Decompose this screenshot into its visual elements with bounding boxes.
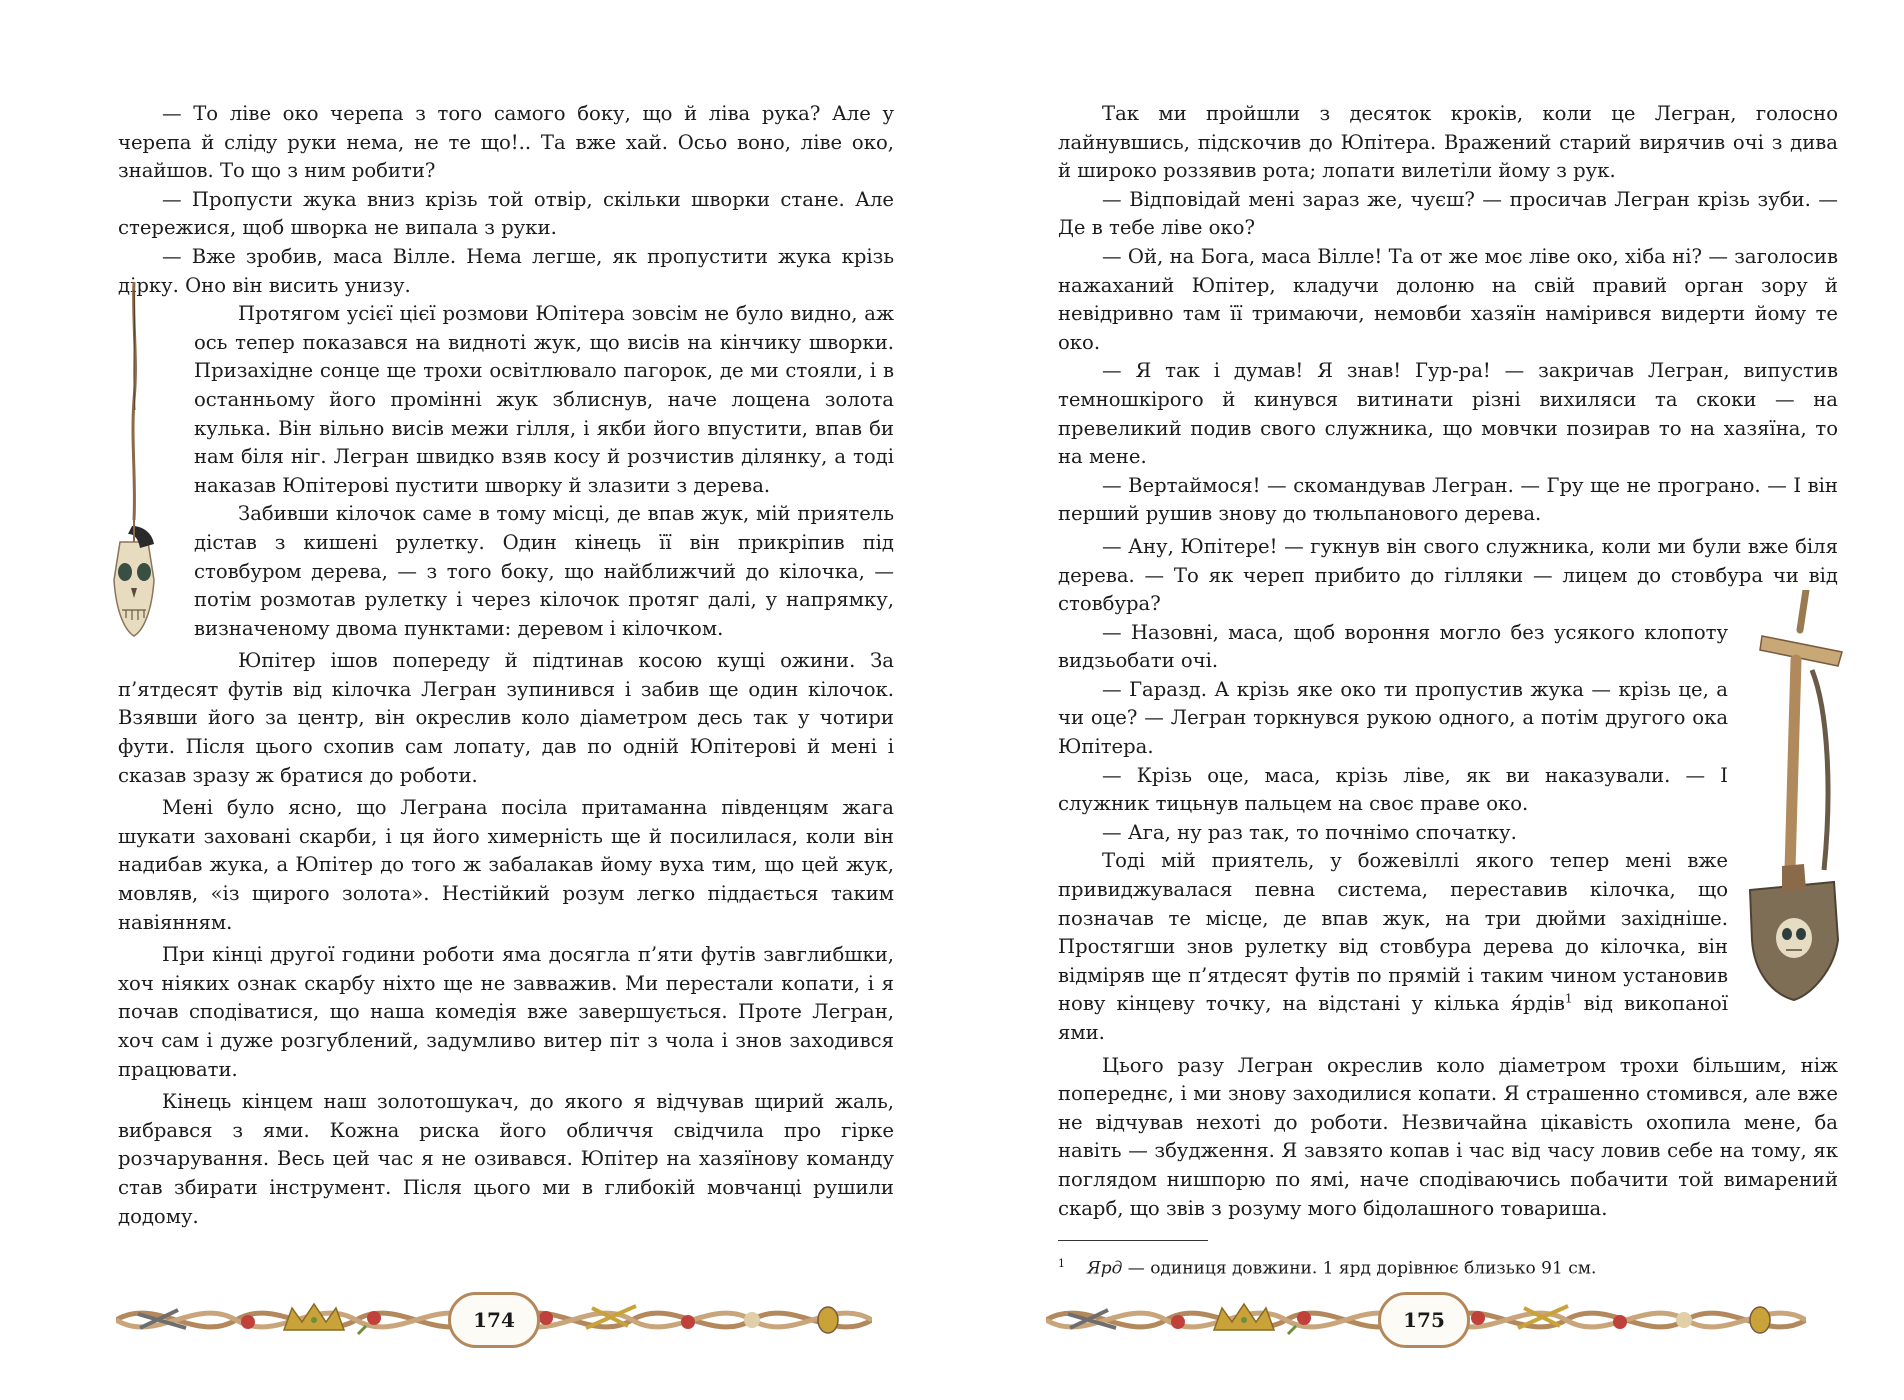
shovel-with-skull-icon — [1742, 590, 1852, 1002]
paragraph: Забивши кілочок саме в тому місці, де впав жук, мій приятель дістав з кишені рулетку. Один кінець її він прикріпив під стовбуром дерева, — з того боку, що найближчий до кілочка, — потім розмотав рулетку і через кілочок протяг далі, у напрямку, визначеному двома пунктами: деревом і кілочком. — [194, 502, 894, 640]
hanging-skull-on-rope-icon — [94, 280, 174, 642]
page-number: 175 — [1378, 1292, 1470, 1348]
right-page — [952, 0, 1904, 1400]
footnote-reference[interactable]: 1 — [1564, 991, 1573, 1006]
left-text-column — [118, 100, 894, 1231]
paragraph: — Гаразд. А крізь яке око ти пропустив жука — крізь це, а чи оце? — Легран торкнувся рукою одного, а потім другого ока Юпітера. — [1058, 677, 1728, 759]
paragraph: Кінець кінцем наш золотошукач, до якого я відчував щирий жаль, вибрався з ями. Кожна риска його обличчя свідчила про гірке розчарування. Весь цей час я не озивався. Юпітер на хазяїнову команду став збирати інструмент. Після цього ми в глибокій мовчанці рушили додому. — [118, 1090, 894, 1228]
decorative-border — [1046, 1292, 1806, 1348]
paragraph: Так ми пройшли з десяток кроків, коли це Легран, голосно лайнувшись, підскочив до Юпітера. Вражений старий вирячив очі з дива й широко роззявив рота; лопати вилетіли йому з рук. — [1058, 102, 1838, 183]
footnote — [1058, 1253, 1838, 1280]
paragraph: — Відповідай мені зараз же, чуєш? — просичав Легран крізь зуби. —Де в тебе ліве око? — [1058, 187, 1838, 240]
paragraph: — Крізь оце, маса, крізь ліве, як ви наказували. — І служник тицьнув пальцем на своє праве око. — [1058, 763, 1728, 816]
footnote-term: Ярд — [1087, 1258, 1123, 1279]
paragraph: — Вертаймося! — скомандував Легран. — Гру ще не програно. — І він перший рушив знову до тюльпанового дерева. — [1058, 473, 1838, 526]
paragraph: Тоді мій приятель, у божевіллі якого тепер мені вже привиджувалася певна система, переставив кілочка, що позначав те місце, де впав жук, на три дюйми західніше. Простягши знов рулетку від стовбура дерева до кілочка, він відміряв ще п’ятдесят футів по прямій і таким чином установив нову кінцеву точку, на відстані у кілька я́рдів$^1$ від викопаної ями. — [1058, 849, 1728, 1044]
paragraph: — Пропусти жука вниз крізь той отвір, скільки шворки стане. Але стережися, щоб шворка не випала з руки. — [118, 187, 894, 240]
paragraph: — Ага, ну раз так, то почнімо спочатку. — [1102, 820, 1517, 844]
paragraph: — Ану, Юпітере! — гукнув він свого служника, коли ми були вже біля дерева. — То як череп прибито до гілляки — лицем до стовбура чи від стовбура? — [1058, 534, 1838, 616]
paragraph: — Я так і думав! Я знав! Гур-ра! — закричав Легран, випустив темношкірого й кинувся витинати різні вихиляси та скоки — на превеликий подив свого служника, що мовчки позирав то на хазяїна, то на мене. — [1058, 359, 1838, 469]
paragraph: — То ліве око черепа з того самого боку, що й ліва рука? Але у черепа й сліду руки нема, не те що!.. Та вже хай. Осьо воно, ліве око, знайшов. То що з ним робити? — [118, 102, 894, 183]
paragraph: При кінці другої години роботи яма досягла п’яти футів завглибшки, хоч ніяких ознак скарбу ніхто ще не завважив. Ми перестали копати, і я почав сподіватися, що наша комедія вже завершується. Проте Легран, хоч сам і дуже розгублений, задумливо витер піт з чола і знов заходився працювати. — [118, 943, 894, 1081]
footnote-text: — одиниця довжини. 1 ярд дорівнює близько 91 см. — [1122, 1258, 1597, 1279]
footnote-divider — [1058, 1240, 1208, 1241]
decorative-border — [116, 1292, 872, 1348]
paragraph: — Назовні, маса, щоб вороння могло без усякого клопоту видзьобати очі. — [1058, 620, 1728, 673]
paragraph: Протягом усієї цієї розмови Юпітера зовсім не було видно, аж ось тепер показався на видноті жук, що висів на кінчику шворки. Призахідне сонце ще трохи освітлювало пагорок, де ми стояли, і в останньому його промінні жук зблиснув, наче лощена золота кулька. Він вільно висів межи гілля, і якби його впустити, впав би нам біля ніг. Легран швидко взяв косу й розчистив ділянку, а тоді наказав Юпітерові пустити шворку й злазити з дерева. — [194, 302, 894, 497]
paragraph: Цього разу Легран окреслив коло діаметром трохи більшим, ніж попереднє, і ми знову заходилися копати. Я страшенно стомився, але вже не відчував нехоті до роботи. Незвичайна цікавість охопила мене, ба навіть — збудження. Я завзято копав і час від часу ловив себе на тому, як поглядом нишпорю по ямі, наче сподіваючись побачити той вимарений скарб, що звів з розуму мого бідолашного товариша. — [1058, 1053, 1838, 1220]
right-text-column — [1058, 100, 1838, 1223]
footnote-mark: 1 — [1058, 1257, 1065, 1270]
paragraph: Юпітер ішов попереду й підтинав косою кущі ожини. За п’ятдесят футів від кілочка Легран зупинився і забив ще один кілочок. Взявши його за центр, він окреслив коло діаметром десь так у чотири фути. Після цього схопив сам лопату, дав по одній Юпітерові й мені і сказав зразу ж братися до роботи. — [118, 649, 894, 787]
paragraph: — Вже зробив, маса Вілле. Нема легше, як пропустити жука крізь дірку. Оно він висить унизу. — [118, 244, 894, 297]
paragraph: — Ой, на Бога, маса Вілле! Та от же моє ліве око, хіба ні? — заголосив нажаханий Юпітер, кладучи долоню на свій правий орган зору й невідривно там її тримаючи, немовби хазяїн намірився видерти йому те око. — [1058, 244, 1838, 354]
page-number: 174 — [448, 1292, 540, 1348]
paragraph: Мені було ясно, що Леграна посіла притаманна південцям жага шукати заховані скарби, і ця його химерність ще й посилилася, коли він надибав жука, а Юпітер до того ж забалакав йому вуха тим, що цей жук, мовляв, «із щирого золота». Нестійкий розум легко піддається таким навіянням. — [118, 796, 894, 934]
